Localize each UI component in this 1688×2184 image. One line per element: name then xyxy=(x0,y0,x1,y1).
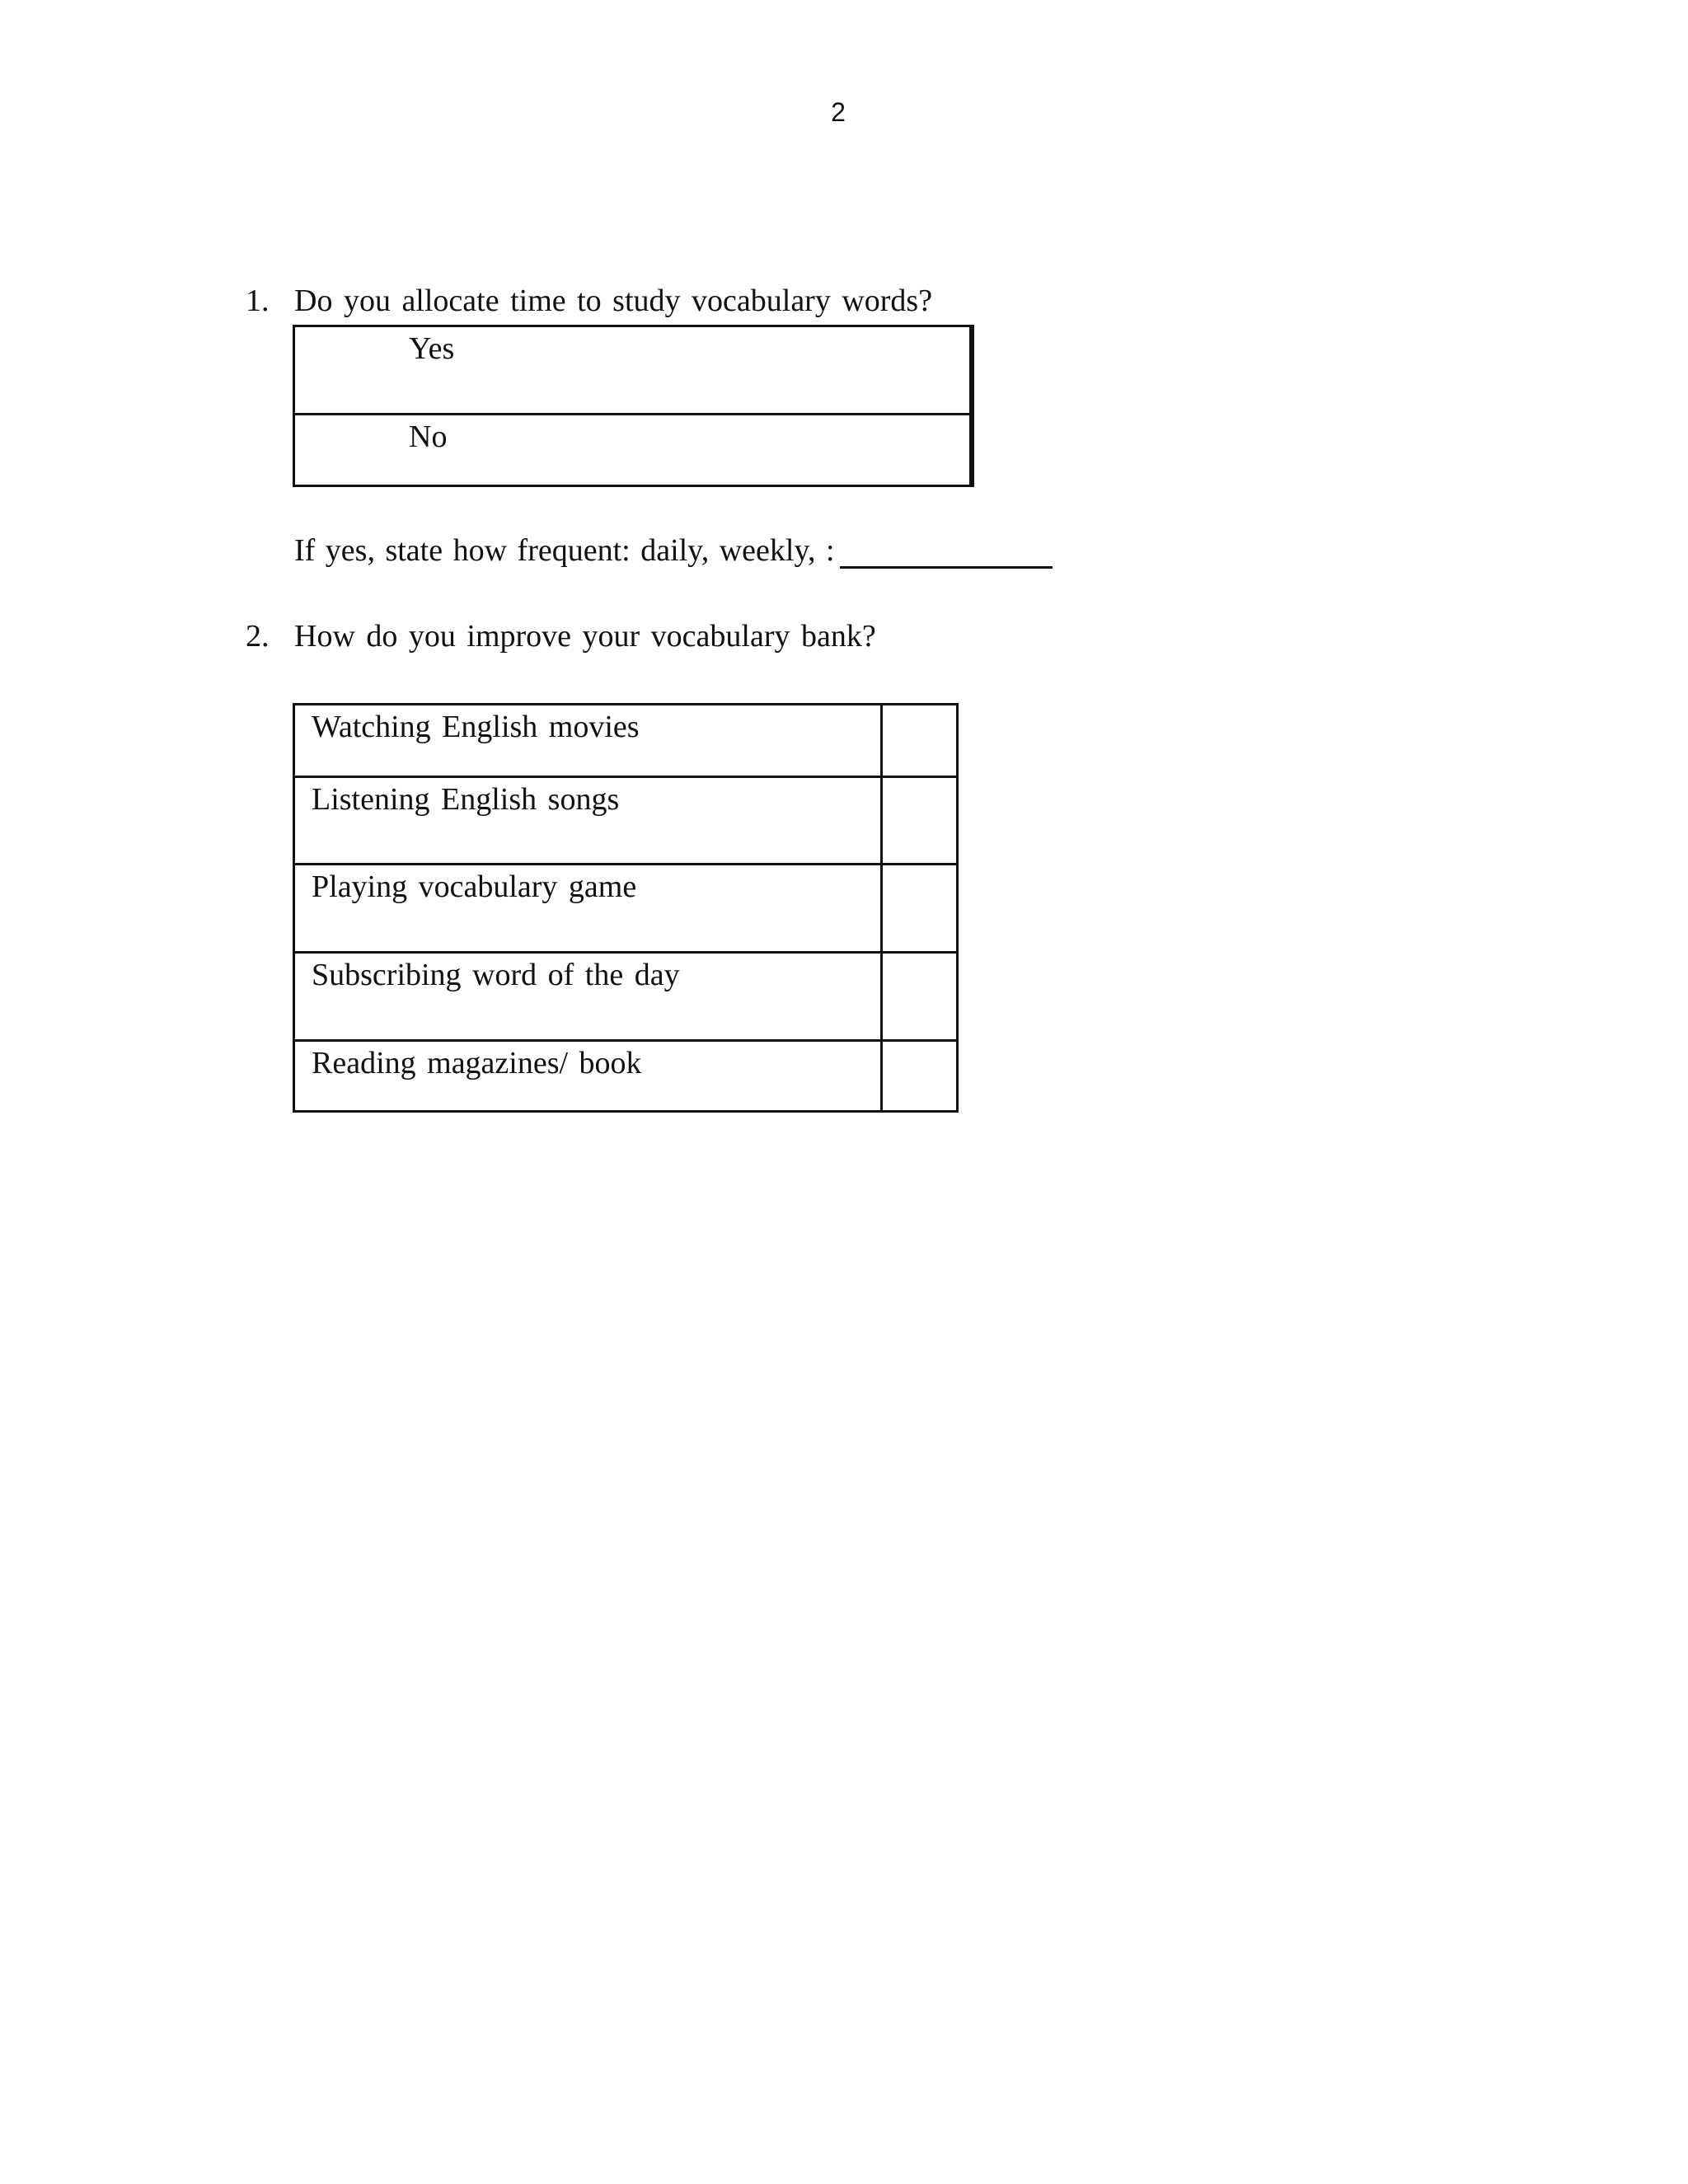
checkbox-yes[interactable] xyxy=(971,326,973,415)
option-label xyxy=(294,705,882,777)
answer-table-q1 xyxy=(293,325,974,487)
checkbox-movies[interactable] xyxy=(882,705,958,777)
table-row xyxy=(294,705,958,777)
table-row xyxy=(294,953,958,1041)
question-1 xyxy=(246,285,987,321)
checkbox-reading[interactable] xyxy=(882,1041,958,1112)
option-label xyxy=(294,865,882,953)
table-row xyxy=(294,415,973,486)
table-row xyxy=(294,326,973,415)
option-word-of-day: Subscribing word of the day xyxy=(312,958,680,992)
checkbox-game[interactable] xyxy=(882,865,958,953)
question-2 xyxy=(246,621,987,657)
checkbox-word-of-day[interactable] xyxy=(882,953,958,1041)
option-songs: Listening English songs xyxy=(312,782,620,817)
option-game: Playing vocabulary game xyxy=(312,869,637,904)
option-label xyxy=(294,415,971,486)
answer-table-q2 xyxy=(293,703,959,1113)
table-row xyxy=(294,865,958,953)
option-movies: Watching English movies xyxy=(312,710,640,744)
question-text: How do you improve your vocabulary bank? xyxy=(294,619,876,654)
option-label xyxy=(294,953,882,1041)
page-number: 2 xyxy=(831,97,846,127)
option-yes: Yes xyxy=(409,331,455,366)
question-number: 2. xyxy=(246,619,270,654)
checkbox-no[interactable] xyxy=(971,415,973,486)
option-label xyxy=(294,326,971,415)
option-no: No xyxy=(409,419,448,454)
frequency-prompt xyxy=(294,532,1053,569)
option-reading: Reading magazines/ book xyxy=(312,1046,642,1080)
table-row xyxy=(294,1041,958,1112)
option-label xyxy=(294,1041,882,1112)
option-label xyxy=(294,777,882,865)
question-number: 1. xyxy=(246,284,270,318)
frequency-label: If yes, state how frequent: daily, weekly, : xyxy=(294,533,835,568)
checkbox-songs[interactable] xyxy=(882,777,958,865)
question-text: Do you allocate time to study vocabulary words? xyxy=(294,284,933,318)
frequency-answer-line[interactable] xyxy=(840,535,1053,569)
table-row xyxy=(294,777,958,865)
